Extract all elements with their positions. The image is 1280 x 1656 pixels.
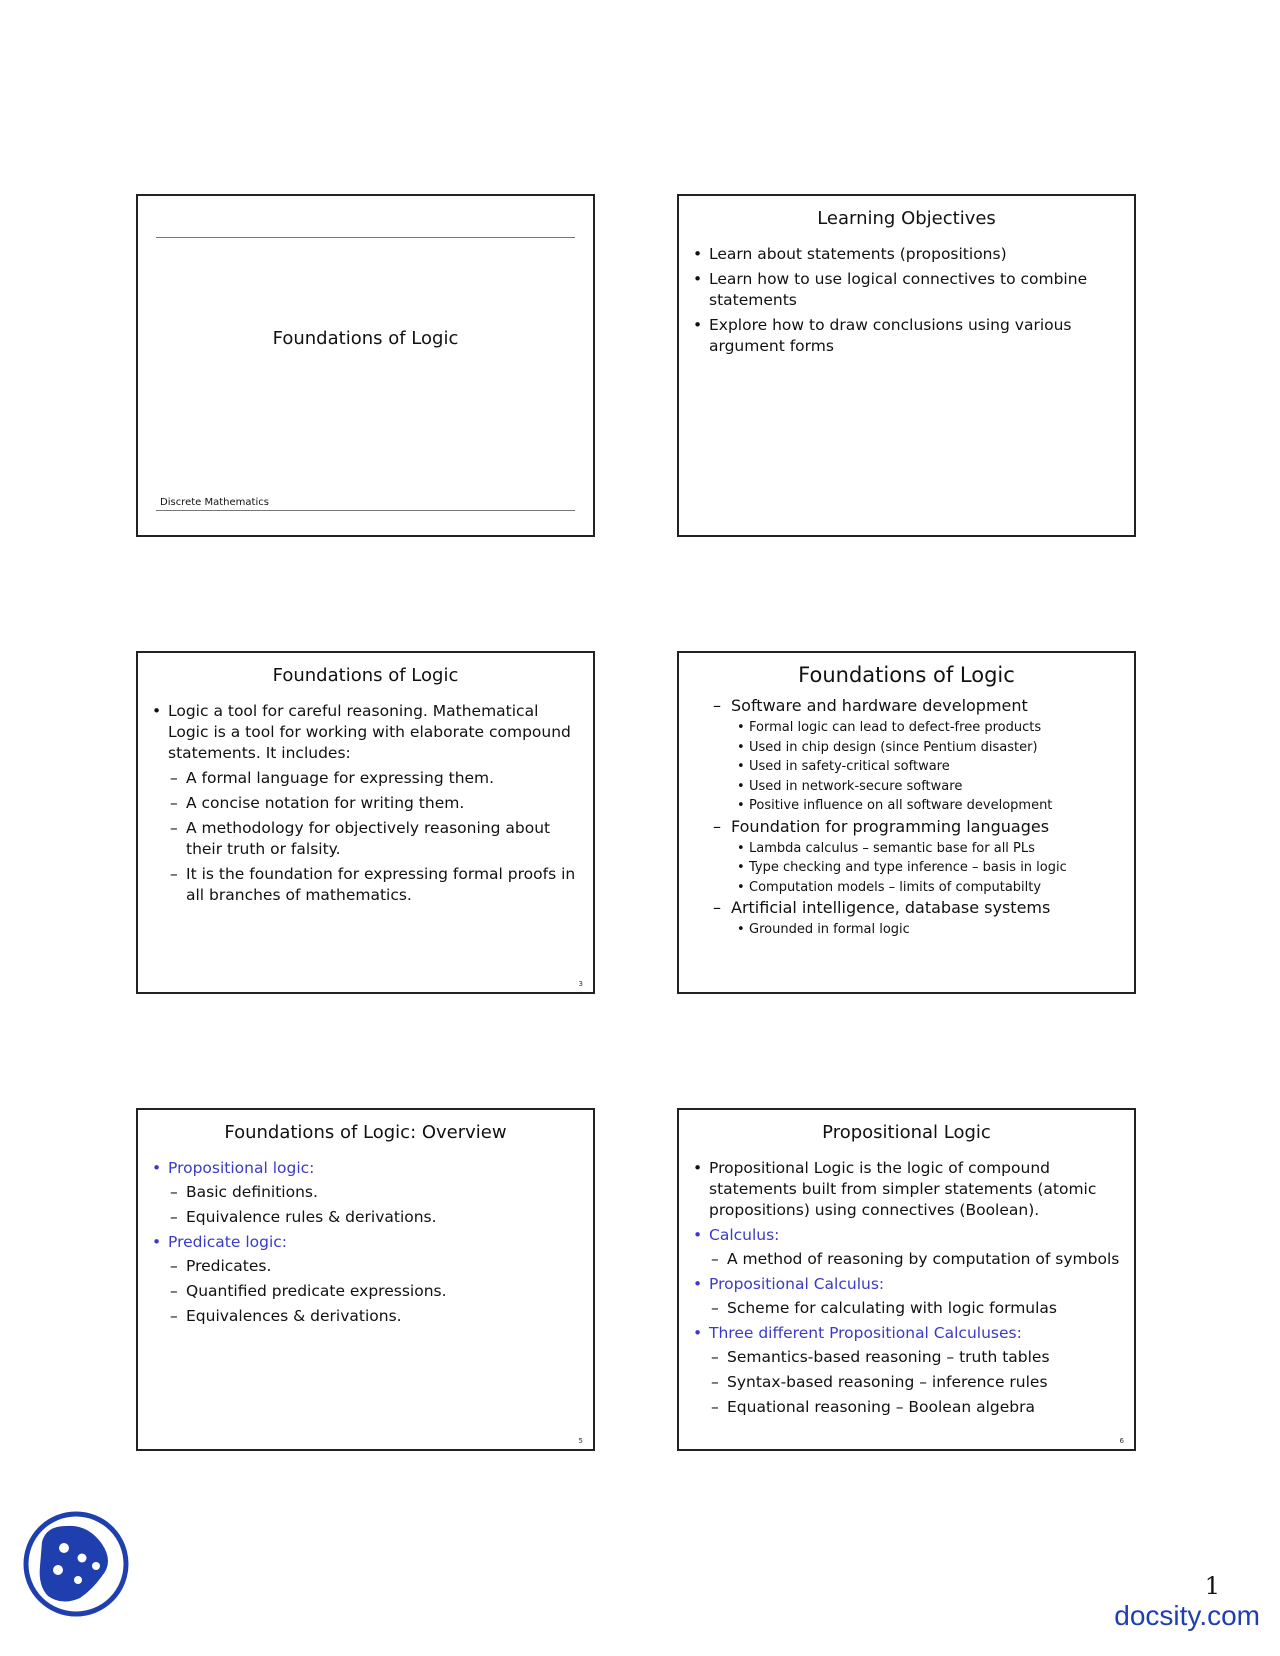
sub-bullet: – Equational reasoning – Boolean algebra	[711, 1398, 1035, 1416]
slide-title: Foundations of Logic	[272, 665, 459, 686]
sub-bullet: – Basic definitions.	[170, 1183, 318, 1201]
bullet: • Propositional Calculus:	[691, 1274, 1124, 1295]
list-item: • Type checking and type inference – basis in logic	[713, 858, 1124, 878]
bullet: • Propositional logic:	[150, 1158, 583, 1179]
slide-content	[691, 1158, 1124, 1422]
sub-bullet: – A methodology for objectively reasoning about their truth or falsity.	[170, 819, 551, 858]
sub-bullet: – Predicates.	[170, 1257, 272, 1275]
slide-6	[677, 1108, 1136, 1451]
sub-bullet: – Scheme for calculating with logic formulas	[711, 1299, 1058, 1317]
docsity-logo-icon	[22, 1510, 130, 1618]
slide-3	[136, 651, 595, 994]
slide-page-number: 3	[578, 980, 583, 988]
group-label: – Software and hardware development	[713, 696, 1028, 715]
sub-bullet: – Semantics-based reasoning – truth tables	[711, 1348, 1050, 1366]
slide-title: Foundations of Logic	[272, 328, 459, 349]
list-item: • Lambda calculus – semantic base for all PLs	[713, 839, 1124, 859]
slide-4	[677, 651, 1136, 994]
bullet: • Three different Propositional Calculuses:	[691, 1323, 1124, 1344]
slide-footer: Discrete Mathematics	[160, 497, 269, 508]
slide-page-number: 5	[578, 1437, 583, 1445]
list-item: • Computation models – limits of computabilty	[713, 878, 1124, 898]
slide-title: Foundations of Logic: Overview	[224, 1122, 507, 1143]
sub-bullet: – A method of reasoning by computation of symbols	[711, 1250, 1120, 1268]
page-number: 1	[1204, 1572, 1220, 1600]
list-item: • Positive influence on all software development	[713, 796, 1124, 816]
brand-wordmark[interactable]: docsity.com	[1114, 1600, 1260, 1631]
bullet: • Learn how to use logical connectives to combine statements	[691, 269, 1124, 311]
sub-bullet: – Equivalences & derivations.	[170, 1307, 402, 1325]
sub-bullet: – Equivalence rules & derivations.	[170, 1208, 437, 1226]
list-item: • Grounded in formal logic	[713, 920, 1124, 940]
bullet: • Predicate logic:	[150, 1232, 583, 1253]
list-item: • Used in safety-critical software	[713, 757, 1124, 777]
slide-content	[691, 244, 1124, 361]
slide-1	[136, 194, 595, 537]
bullet: • Propositional Logic is the logic of compound statements built from simpler statements (atomic propositions) using connectives (Boolean).	[691, 1158, 1124, 1221]
top-rule	[156, 237, 575, 238]
bullet: • Learn about statements (propositions)	[691, 244, 1124, 265]
slide-content	[150, 1158, 583, 1331]
slide-content	[713, 695, 1124, 940]
sub-bullet: – Quantified predicate expressions.	[170, 1282, 447, 1300]
sub-bullet: – A concise notation for writing them.	[170, 794, 465, 812]
slide-5	[136, 1108, 595, 1451]
bullet: • Logic a tool for careful reasoning. Mathematical Logic is a tool for working with elaborate compound statements. It includes:	[150, 701, 583, 764]
sub-bullet: – Syntax-based reasoning – inference rules	[711, 1373, 1048, 1391]
list-item: • Formal logic can lead to defect-free products	[713, 718, 1124, 738]
slide-2	[677, 194, 1136, 537]
slide-page-number: 6	[1119, 1437, 1124, 1445]
group-label: – Artificial intelligence, database systems	[713, 898, 1051, 917]
slide-title: Propositional Logic	[822, 1122, 991, 1143]
slide-content	[150, 701, 583, 910]
sub-bullet: – A formal language for expressing them.	[170, 769, 495, 787]
bullet: • Explore how to draw conclusions using various argument forms	[691, 315, 1124, 357]
bottom-rule	[156, 510, 575, 511]
bullet: • Calculus:	[691, 1225, 1124, 1246]
slide-title: Learning Objectives	[817, 208, 996, 229]
group-label: – Foundation for programming languages	[713, 816, 1050, 836]
list-item: • Used in network-secure software	[713, 777, 1124, 797]
slide-title: Foundations of Logic	[798, 663, 1015, 687]
list-item: • Used in chip design (since Pentium disaster)	[713, 738, 1124, 758]
sub-bullet: – It is the foundation for expressing formal proofs in all branches of mathematics.	[170, 865, 576, 904]
